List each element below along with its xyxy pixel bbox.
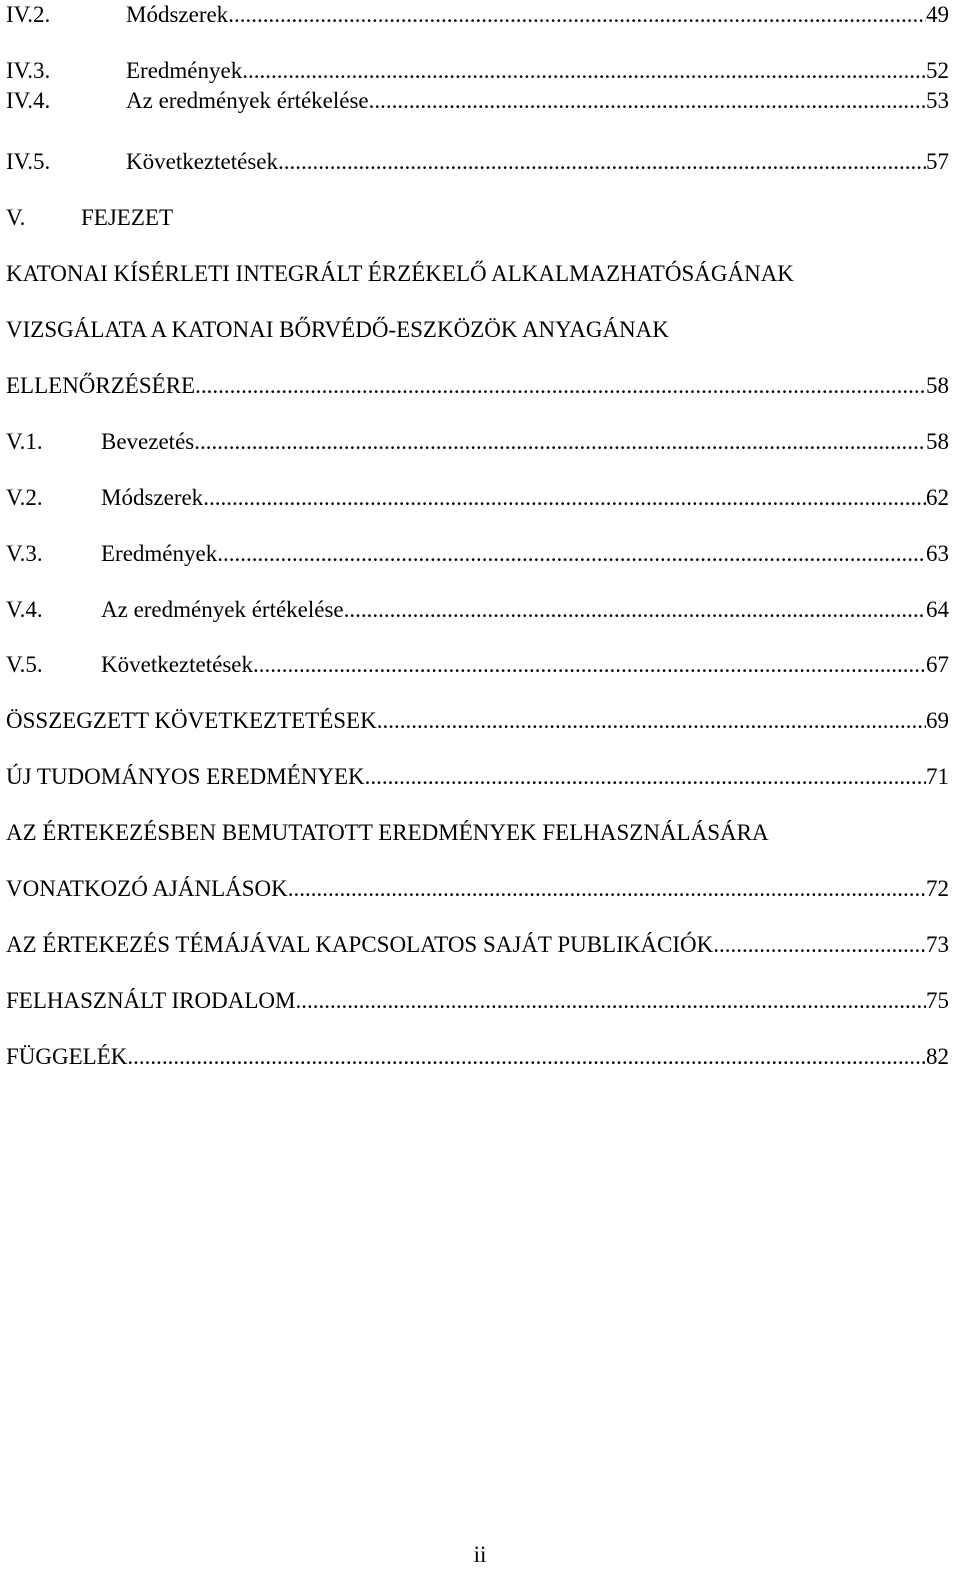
leader-dots	[127, 1042, 926, 1072]
toc-entry-v-4[interactable]	[6, 595, 949, 625]
toc-entry-page: 58	[926, 373, 949, 398]
toc-entry-v-1[interactable]	[6, 427, 949, 457]
leader-dots	[369, 86, 926, 116]
toc-entry-title: Az eredmények értékelése	[126, 88, 369, 113]
toc-entry-page: 75	[926, 988, 949, 1013]
toc-entry-page: 58	[926, 429, 949, 454]
toc-entry-title: Eredmények	[101, 541, 218, 566]
toc-entry-page: 72	[926, 876, 949, 901]
toc-entry-number: V.1.	[6, 429, 43, 454]
toc-entry-title: ÚJ TUDOMÁNYOS EREDMÉNYEK	[6, 764, 365, 789]
toc-chapter-title-part: VIZSGÁLATA A KATONAI BŐRVÉDŐ-ESZKÖZÖK ANYAGÁNAK	[6, 317, 669, 342]
toc-entry-iv-3[interactable]	[6, 56, 949, 86]
toc-entry-title: Eredmények	[126, 58, 243, 83]
toc-entry-iv-4[interactable]	[6, 86, 949, 116]
toc-entry-title-part: VONATKOZÓ AJÁNLÁSOK	[6, 876, 288, 901]
toc-chapter-label: FEJEZET	[81, 205, 173, 230]
toc-entry-number: V.2.	[6, 485, 43, 510]
toc-entry-v-5[interactable]	[6, 650, 949, 680]
leader-dots	[377, 706, 926, 736]
toc-chapter-number: V.	[6, 205, 26, 230]
leader-dots	[217, 539, 926, 569]
toc-entry-title: AZ ÉRTEKEZÉS TÉMÁJÁVAL KAPCSOLATOS SAJÁT PUBLIKÁCIÓK	[6, 932, 714, 957]
toc-entry-title: Következtetések	[101, 652, 253, 677]
toc-chapter-v[interactable]	[6, 371, 949, 401]
leader-dots	[278, 147, 926, 177]
toc-entry-number: IV.3.	[6, 58, 51, 83]
toc-chapter-title-part: ELLENŐRZÉSÉRE	[6, 373, 196, 398]
leader-dots	[203, 483, 926, 513]
toc-entry-page: 82	[926, 1044, 949, 1069]
leader-dots	[344, 595, 926, 625]
toc-entry-title: Következtetések	[126, 149, 278, 174]
toc-entry-page: 67	[926, 652, 949, 677]
leader-dots	[713, 930, 926, 960]
toc-entry-iv-5[interactable]	[6, 147, 949, 177]
toc-entry-title: Módszerek	[101, 485, 204, 510]
toc-entry-v-3[interactable]	[6, 539, 949, 569]
toc-entry-page: 63	[926, 541, 949, 566]
toc-chapter-v-title-line	[6, 315, 949, 345]
toc-chapter-title-part: KATONAI KÍSÉRLETI INTEGRÁLT ÉRZÉKELŐ ALKALMAZHATÓSÁGÁNAK	[6, 261, 794, 286]
leader-dots	[242, 56, 926, 86]
toc-entry-osszegzett[interactable]	[6, 706, 949, 736]
leader-dots	[195, 371, 926, 401]
leader-dots	[253, 650, 926, 680]
leader-dots	[365, 762, 926, 792]
toc-entry-v-2[interactable]	[6, 483, 949, 513]
leader-dots	[295, 986, 926, 1016]
page-number: ii	[473, 1542, 487, 1567]
toc-entry-title-part: AZ ÉRTEKEZÉSBEN BEMUTATOTT EREDMÉNYEK FELHASZNÁLÁSÁRA	[6, 820, 769, 845]
toc-entry-page: 69	[926, 708, 949, 733]
toc-entry-page: 73	[926, 932, 949, 957]
toc-entry-page: 53	[926, 88, 949, 113]
toc-entry-page: 57	[926, 149, 949, 174]
toc-entry-page: 64	[926, 597, 949, 622]
toc-entry-page: 52	[926, 58, 949, 83]
toc-entry-page: 62	[926, 485, 949, 510]
toc-entry-fuggelek[interactable]	[6, 1042, 949, 1072]
toc-entry-title: ÖSSZEGZETT KÖVETKEZTETÉSEK	[6, 708, 377, 733]
toc-entry-publikaciok[interactable]	[6, 930, 949, 960]
leader-dots	[288, 874, 926, 904]
leader-dots	[194, 427, 926, 457]
toc-entry-irodalom[interactable]	[6, 986, 949, 1016]
toc-entry-number: V.4.	[6, 597, 43, 622]
toc-entry-page: 49	[926, 2, 949, 27]
toc-entry-page: 71	[926, 764, 949, 789]
toc-entry-number: IV.2.	[6, 2, 51, 27]
toc-entry-title: Bevezetés	[101, 429, 195, 454]
toc-entry-iv-2[interactable]	[6, 0, 949, 30]
toc-entry-title: Módszerek	[126, 2, 229, 27]
toc-entry-title: Az eredmények értékelése	[101, 597, 344, 622]
leader-dots	[228, 0, 926, 30]
toc-entry-ajanlasok[interactable]	[6, 874, 949, 904]
toc-entry-number: IV.4.	[6, 88, 51, 113]
toc-entry-number: IV.5.	[6, 149, 51, 174]
toc-entry-ajanlasok-title-line	[6, 818, 949, 848]
toc-chapter-v-heading	[6, 203, 949, 233]
toc-entry-title: FÜGGELÉK	[6, 1044, 128, 1069]
toc-entry-number: V.3.	[6, 541, 43, 566]
toc-entry-title: FELHASZNÁLT IRODALOM	[6, 988, 296, 1013]
toc-entry-number: V.5.	[6, 652, 43, 677]
toc-entry-uj-tudomanyos[interactable]	[6, 762, 949, 792]
toc-chapter-v-title-line	[6, 259, 949, 289]
